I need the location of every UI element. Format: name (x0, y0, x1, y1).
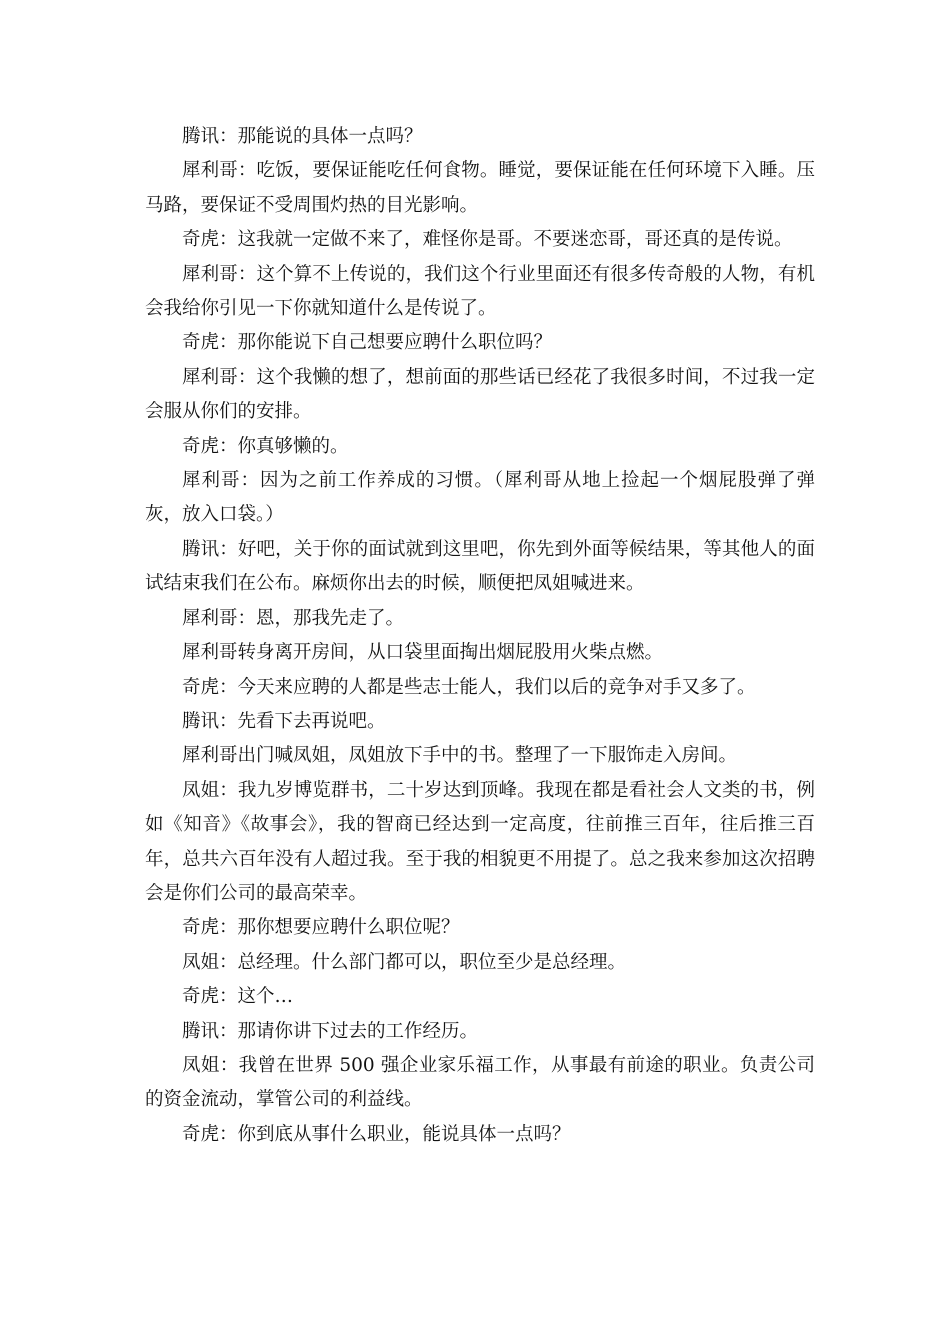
paragraph: 奇虎：你真够懒的。 (182, 435, 349, 457)
paragraph: 腾讯：那能说的具体一点吗？ (182, 126, 423, 147)
paragraph: 腾讯：那请你讲下过去的工作经历。 (182, 1020, 479, 1042)
paragraph: 犀利哥：恩，那我先走了。 (182, 607, 405, 629)
document-body (145, 120, 815, 1152)
paragraph: 犀利哥转身离开房间，从口袋里面掏出烟屁股用火柴点燃。 (182, 642, 664, 664)
paragraph: 犀利哥出门喊凤姐，凤姐放下手中的书。整理了一下服饰走入房间。 (182, 745, 738, 767)
paragraph: 犀利哥：这个算不上传说的，我们这个行业里面还有很多传奇般的人物，有机会我给你引见一下你就知道什么是传说了。 (145, 263, 815, 320)
paragraph: 奇虎：那你想要应聘什么职位呢？ (182, 917, 460, 939)
paragraph: 奇虎：这个… (182, 986, 294, 1008)
paragraph: 凤姐：我九岁博览群书，二十岁达到顶峰。我现在都是看社会人文类的书，例如《知音》《故事会》，我的智商已经达到一定高度，往前推三百年，往后推三百年，总共六百年没有人超过我。至于我的相貌更不用提了。总之我来参加这次招聘会是你们公司的最高荣幸。 (145, 779, 815, 904)
paragraph: 奇虎：那你能说下自己想要应聘什么职位吗？ (182, 332, 553, 354)
paragraph: 犀利哥：这个我懒的想了，想前面的那些话已经花了我很多时间，不过我一定会服从你们的安排。 (145, 366, 815, 423)
paragraph: 奇虎：这我就一定做不来了，难怪你是哥。不要迷恋哥，哥还真的是传说。 (182, 229, 793, 251)
paragraph: 奇虎：今天来应聘的人都是些志士能人，我们以后的竞争对手又多了。 (182, 676, 756, 698)
paragraph: 犀利哥：因为之前工作养成的习惯。（犀利哥从地上捡起一个烟屁股弹了弹灰，放入口袋。） (145, 470, 815, 526)
paragraph: 奇虎：你到底从事什么职业，能说具体一点吗？ (182, 1123, 571, 1145)
paragraph: 腾讯：好吧，关于你的面试就到这里吧，你先到外面等候结果，等其他人的面试结束我们在公布。麻烦你出去的时候，顺便把凤姐喊进来。 (145, 538, 815, 595)
paragraph: 犀利哥：吃饭，要保证能吃任何食物。睡觉，要保证能在任何环境下入睡。压马路，要保证不受周围灼热的目光影响。 (145, 160, 815, 216)
paragraph: 凤姐：我曾在世界 500 强企业家乐福工作，从事最有前途的职业。负责公司的资金流动，掌管公司的利益线。 (145, 1054, 815, 1111)
paragraph: 腾讯：先看下去再说吧。 (182, 710, 386, 732)
paragraph: 凤姐：总经理。什么部门都可以，职位至少是总经理。 (182, 951, 627, 973)
